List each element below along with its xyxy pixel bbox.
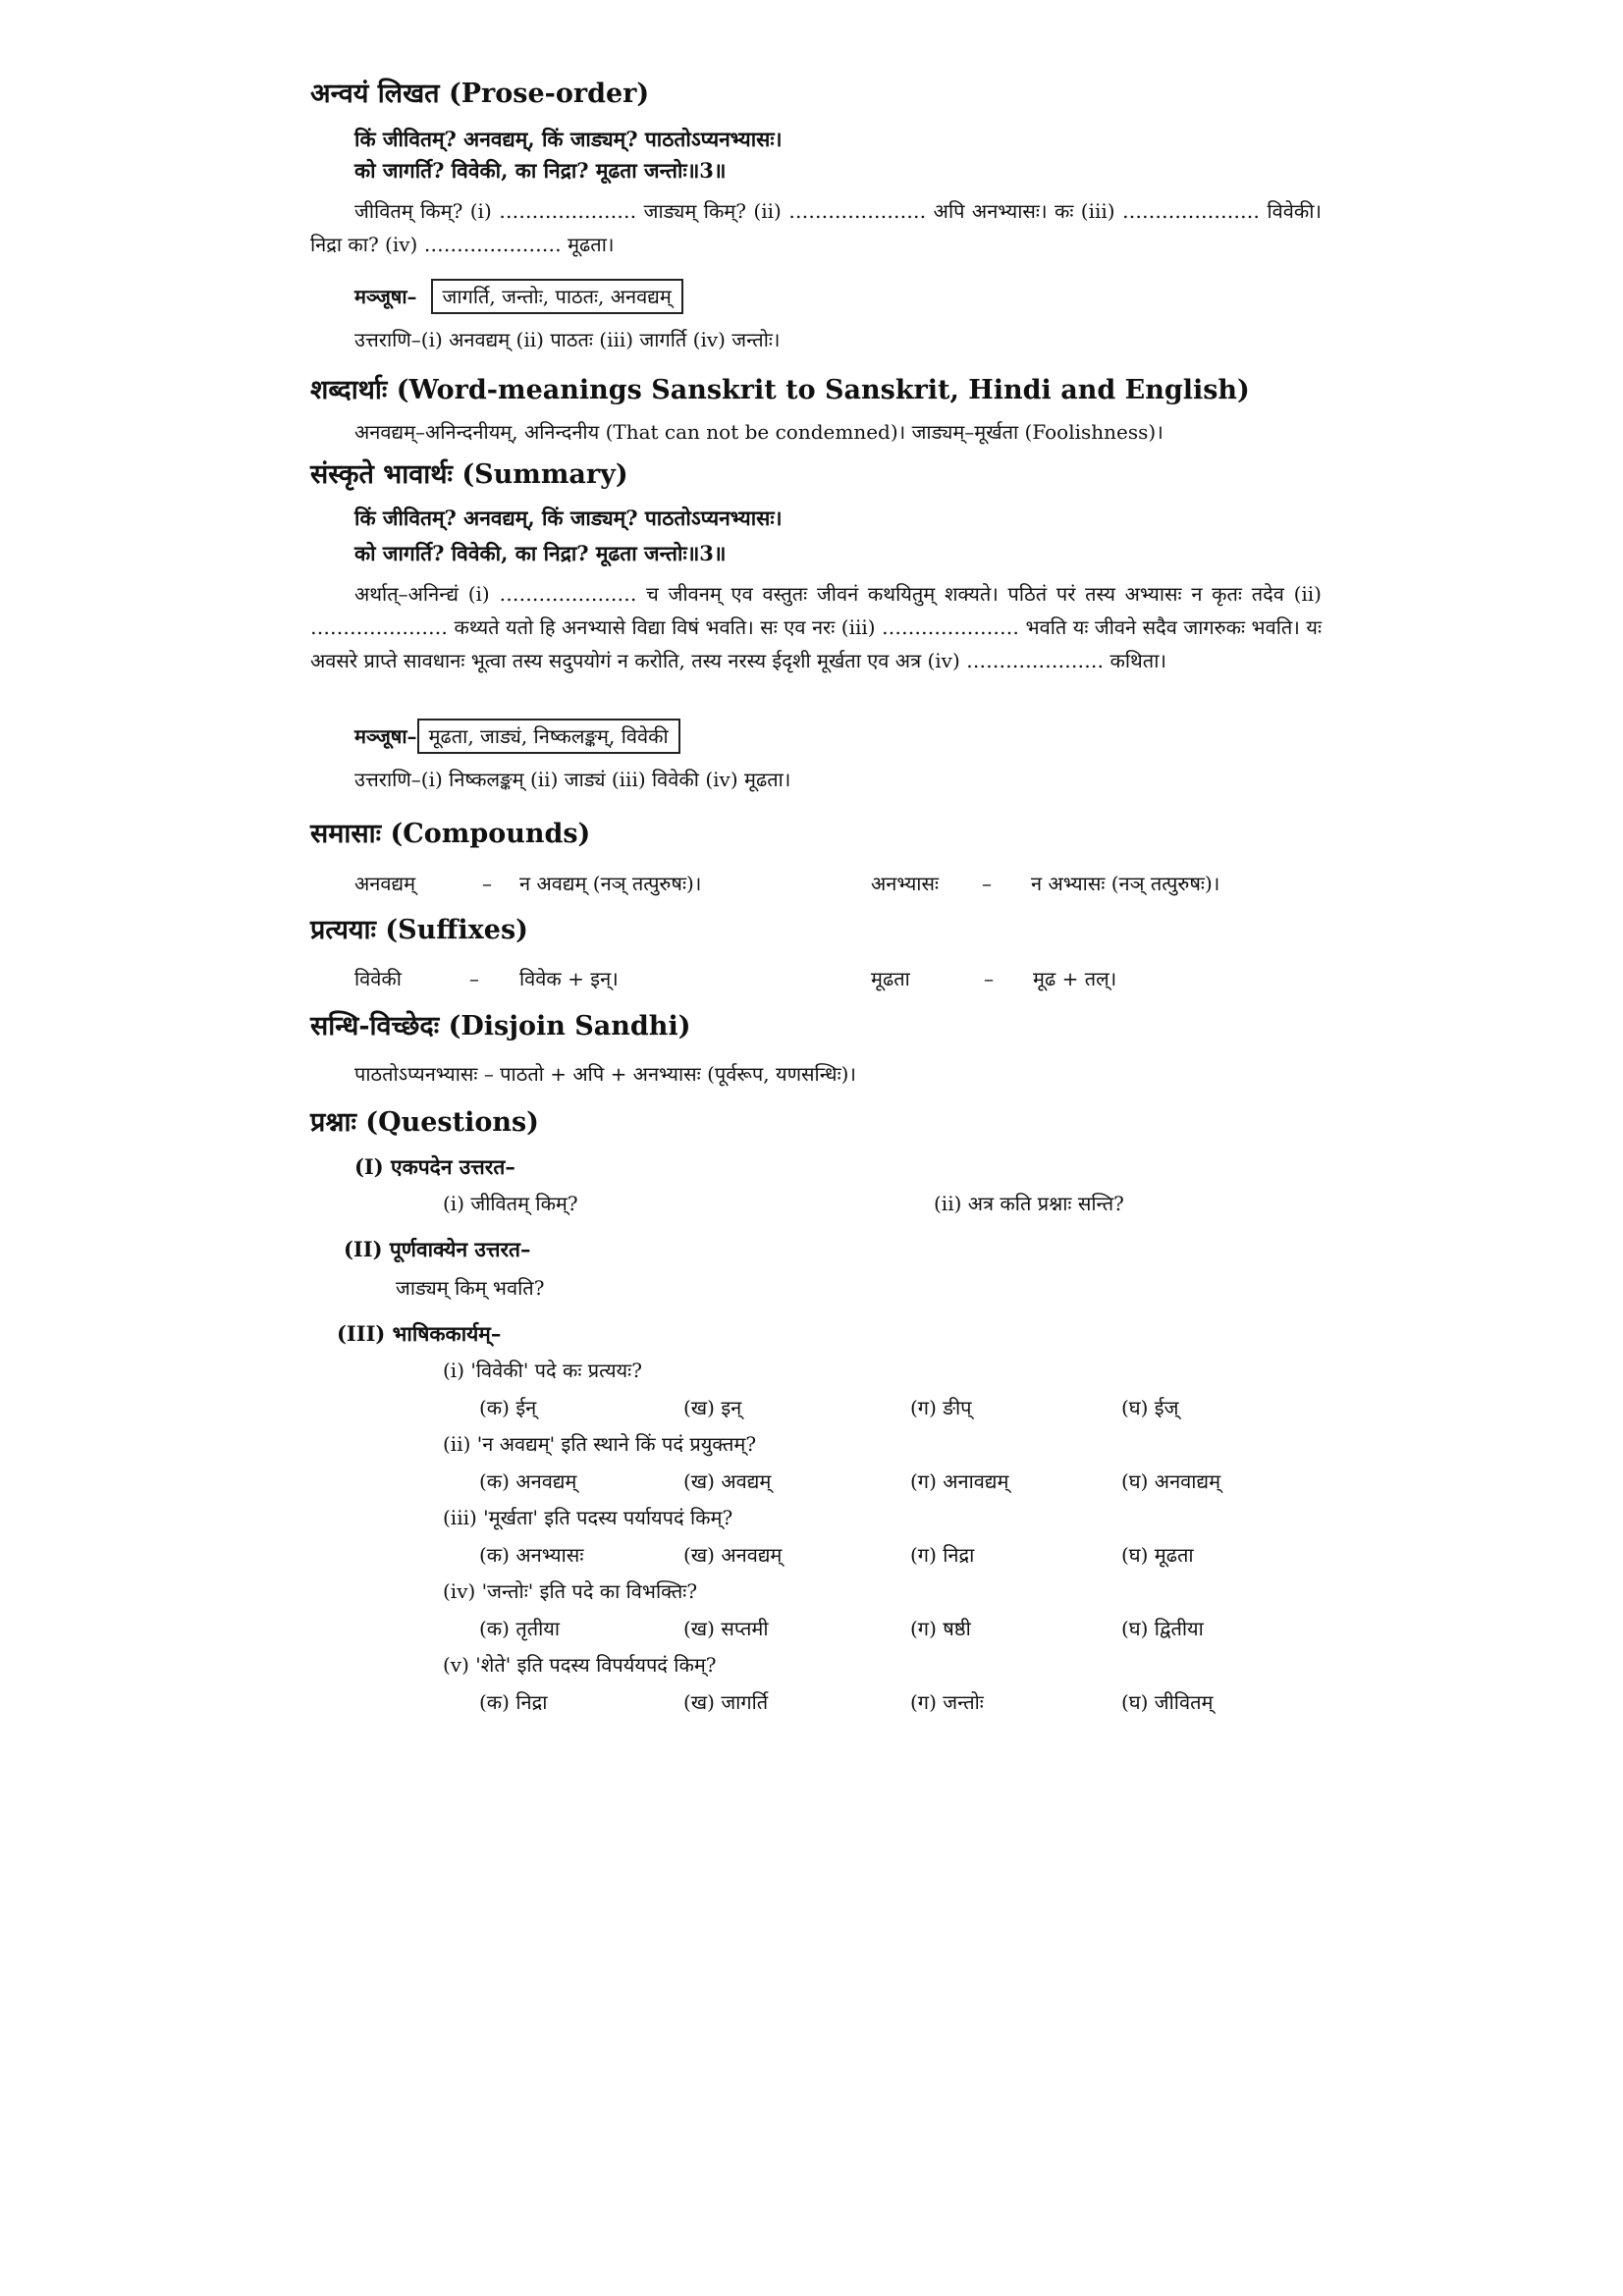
mcq-question: (v) 'शेते' इति पदस्य विपर्ययपदं किम्? [443,1653,717,1677]
question-I-1: (i) जीवितम् किम्? [443,1192,578,1215]
mcq-question: (iii) 'मूर्खता' इति पदस्य पर्यायपदं किम्? [443,1506,733,1529]
suffix-term: विवेकी [354,967,402,990]
mcq-option: (ग) निद्रा [910,1543,975,1567]
compound-value: न अभ्यासः (नञ् तत्पुरुषः)। [1031,872,1220,895]
verse-line-2: को जागर्ति? विवेकी, का निद्रा? मूढता जन्तोः॥3॥ [354,158,727,183]
questions-heading: प्रश्नाः (Questions) [310,1107,539,1138]
mcq-option: (ख) जागर्ति [683,1690,769,1714]
separator: – [482,872,492,895]
sandhi-heading: सन्धि-विच्छेदः (Disjoin Sandhi) [310,1011,691,1041]
mcq-option: (क) तृतीया [479,1617,561,1640]
mcq-option: (घ) द्वितीया [1121,1617,1204,1640]
separator: – [984,967,994,990]
summary-heading: संस्कृते भावार्थः (Summary) [310,459,628,490]
word-meanings-line: अनवद्यम्–अनिन्दनीयम्, अनिन्दनीय (That can not be condemned)। जाड्यम्–मूर्खता (Foolishness)। [354,420,1163,444]
summary-paragraph: अर्थात्–अनिन्द्यं (i) ………………… च जीवनम् एव वस्तुतः जीवनं कथयितुम् शक्यते। पठितं परं तस्य अभ्यासः न कृतः तदेव (ii) ………………… कथ्यते यतो हि अनभ्यासे विद्या विषं भवति। सः एव नरः (iii) ………………… भवति यः जीवने सदैव जागरुकः भवति। यः अवसरे प्राप्ते सावधानः भूत्वा तस्य सदुपयोगं न करोति, तस्य नरस्य ईदृशी मूर्खता एव अत्र (iv) ………………… कथिता। [310,582,1322,672]
compound-term: अनभ्यासः [871,872,940,895]
manjusha-box: मूढता, जाड्यं, निष्कलङ्कम्, विवेकी [417,719,680,754]
mcq-option: (क) निद्रा [479,1690,548,1714]
suffix-value: मूढ + तल्। [1033,967,1117,990]
manjusha-label: मञ्जूषा– [354,285,417,308]
mcq-option: (घ) मूढता [1121,1543,1194,1567]
mcq-option: (घ) अनवाद्यम् [1121,1469,1221,1493]
compound-term: अनवद्यम् [354,872,416,895]
mcq-option: (ख) अवद्यम् [683,1469,772,1493]
mcq-question: (i) 'विवेकी' पदे कः प्रत्ययः? [443,1359,642,1382]
mcq-option: (ग) ङीप् [910,1396,972,1419]
mcq-option: (क) अनभ्यासः [479,1543,584,1567]
mcq-option: (घ) जीवितम् [1121,1690,1214,1714]
manjusha-box: जागर्ति, जन्तोः, पाठतः, अनवद्यम् [431,279,683,314]
prose-order-fill-text: जीवितम् किम्? (i) ………………… जाड्यम् किम्? (ii) ………………… अपि अनभ्यासः। कः (iii) ………………… विवेकी। निद्रा का? (iv) ………………… मूढता। [310,199,1322,256]
compound-value: न अवद्यम् (नञ् तत्पुरुषः)। [519,872,702,895]
suffix-term: मूढता [871,967,910,990]
question-II-1: जाड्यम् किम् भवति? [396,1276,545,1300]
mcq-option: (क) अनवद्यम् [479,1469,577,1493]
word-meanings-heading: शब्दार्थाः (Word-meanings Sanskrit to Sanskrit, Hindi and English) [310,375,1250,405]
mcq-option: (ग) जन्तोः [910,1690,984,1714]
separator: – [982,872,992,895]
section-III-label: (III) भाषिककार्यम्– [337,1321,502,1346]
question-I-2: (ii) अत्र कति प्रश्नाः सन्ति? [934,1192,1124,1215]
mcq-question: (iv) 'जन्तोः' इति पदे का विभक्तिः? [443,1579,698,1603]
summary-verse-2: को जागर्ति? विवेकी, का निद्रा? मूढता जन्तोः॥3॥ [354,541,727,565]
manjusha-1 [354,279,683,314]
prose-order-heading: अन्वयं लिखत (Prose-order) [310,79,650,109]
answers-1: उत्तराणि–(i) अनवद्यम् (ii) पाठतः (iii) जागर्ति (iv) जन्तोः। [354,328,781,351]
answers-2: उत्तराणि–(i) निष्कलङ्कम् (ii) जाड्यं (iii) विवेकी (iv) मूढता। [354,768,791,791]
mcq-option: (ग) अनावद्यम् [910,1469,1009,1493]
sandhi-line: पाठतोऽप्यनभ्यासः – पाठतो + अपि + अनभ्यासः (पूर्वरूप, यणसन्धिः)। [354,1062,856,1086]
mcq-option: (ग) षष्ठी [910,1617,971,1640]
mcq-option: (क) ईन् [479,1396,537,1419]
mcq-option: (ख) सप्तमी [683,1617,769,1640]
suffix-value: विवेक + इन्। [519,967,619,990]
separator: – [469,967,479,990]
compounds-heading: समासाः (Compounds) [310,819,591,849]
mcq-option: (ख) इन् [683,1396,742,1419]
mcq-question: (ii) 'न अवद्यम्' इति स्थाने किं पदं प्रयुक्तम्? [443,1432,757,1456]
verse-line-1: किं जीवितम्? अनवद्यम्, किं जाड्यम्? पाठतोऽप्यनभ्यासः। [354,127,783,151]
section-II-label: (II) पूर्णवाक्येन उत्तरत– [344,1237,531,1261]
section-I-label: (I) एकपदेन उत्तरत– [354,1154,515,1179]
manjusha-label: मञ्जूषा– [354,724,417,748]
suffixes-heading: प्रत्ययाः (Suffixes) [310,915,528,945]
mcq-option: (घ) ईज् [1121,1396,1179,1419]
summary-verse-1: किं जीवितम्? अनवद्यम्, किं जाड्यम्? पाठतोऽप्यनभ्यासः। [354,506,783,530]
manjusha-2 [354,719,680,754]
mcq-option: (ख) अनवद्यम् [683,1543,783,1567]
